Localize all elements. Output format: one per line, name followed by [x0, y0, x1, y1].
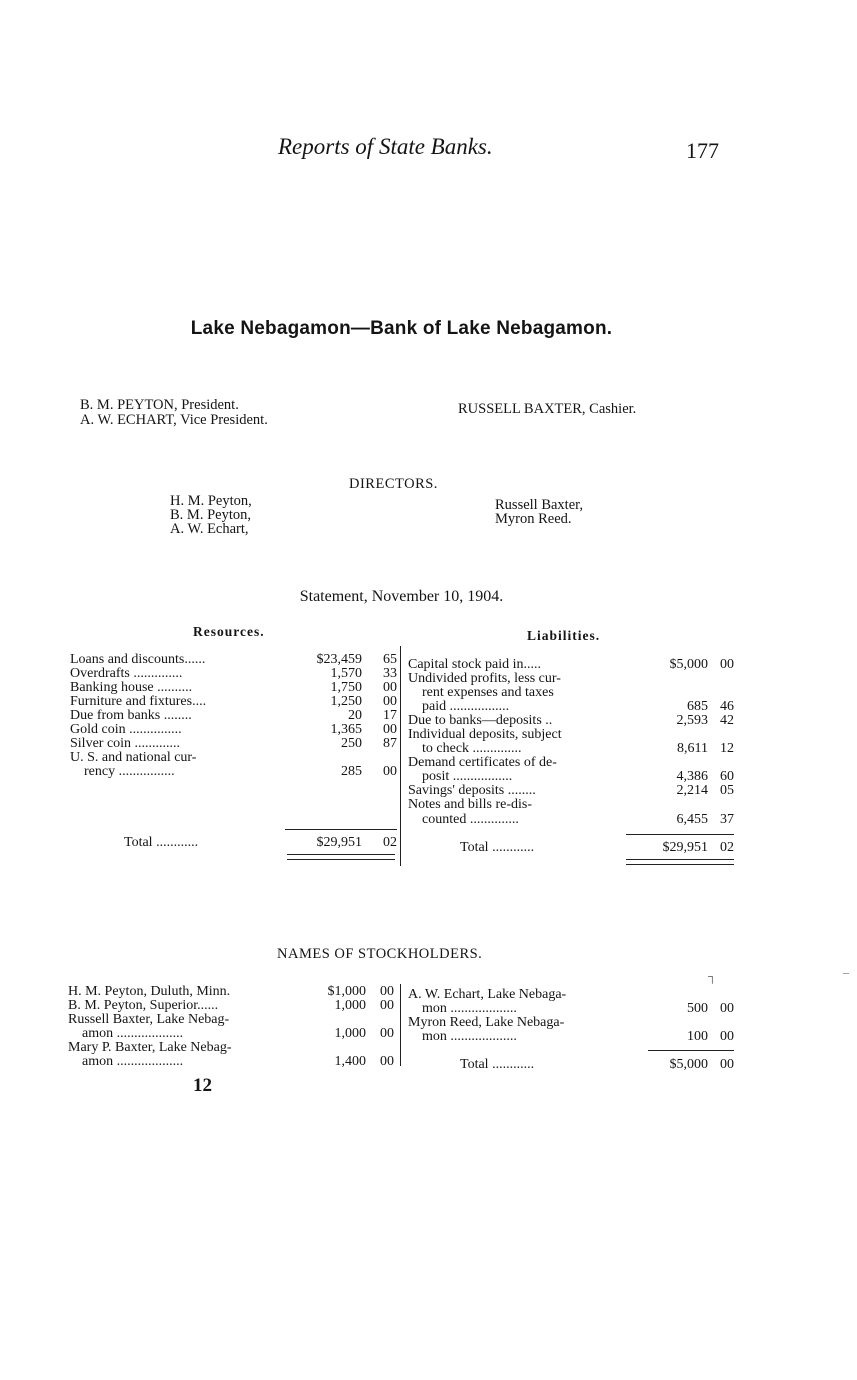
stockholder-cents: 00	[380, 998, 394, 1013]
table-row	[408, 741, 736, 756]
row-dollars: 2,214	[676, 783, 708, 798]
list-item	[68, 1026, 396, 1041]
row-cents: 17	[383, 708, 397, 723]
total-cents: 02	[720, 840, 734, 855]
total-rule	[285, 829, 397, 830]
table-row	[70, 708, 398, 723]
liabilities-heading: Liabilities.	[527, 628, 601, 643]
row-cents: 60	[720, 769, 734, 784]
stockholder-name: mon ...................	[408, 1029, 517, 1044]
row-label: Overdrafts ..............	[70, 666, 183, 681]
stockholder-name: A. W. Echart, Lake Nebaga-	[408, 987, 567, 1002]
table-row	[408, 657, 736, 672]
column-divider	[400, 984, 401, 1066]
row-label: Loans and discounts......	[70, 652, 206, 667]
resources-heading: Resources.	[193, 624, 265, 639]
row-label: paid .................	[408, 699, 510, 714]
director-name: H. M. Peyton,	[170, 493, 252, 509]
total-cents: 00	[720, 1057, 734, 1072]
vice-president-line: A. W. ECHART, Vice President.	[80, 412, 268, 428]
row-label: to check ..............	[408, 741, 522, 756]
printer-mark-icon: –	[843, 965, 849, 979]
row-cents: 46	[720, 699, 734, 714]
list-item	[68, 1054, 396, 1069]
row-label: Banking house ..........	[70, 680, 193, 695]
list-item	[68, 1012, 396, 1027]
row-dollars: 4,386	[676, 769, 708, 784]
stockholder-cents: 00	[720, 1001, 734, 1016]
total-rule	[626, 834, 734, 835]
stockholder-name: Mary P. Baxter, Lake Nebag-	[68, 1040, 232, 1055]
stockholders-heading: NAMES OF STOCKHOLDERS.	[277, 946, 483, 962]
row-cents: 42	[720, 713, 734, 728]
page-number: 177	[686, 138, 719, 163]
bank-title: Lake Nebagamon—Bank of Lake Nebagamon.	[190, 318, 613, 339]
stockholder-name: amon ...................	[68, 1054, 184, 1069]
directors-heading: DIRECTORS.	[349, 476, 438, 492]
printer-mark-icon: ┐	[708, 969, 717, 983]
total-cents: 02	[383, 835, 397, 850]
row-label: Gold coin ...............	[70, 722, 182, 737]
running-title: Reports of State Banks.	[278, 134, 493, 159]
row-cents: 00	[383, 680, 397, 695]
total-label: Total ............	[460, 840, 535, 855]
total-dollars: $29,951	[316, 835, 362, 850]
stockholder-cents: 00	[380, 1026, 394, 1041]
list-item	[68, 984, 396, 999]
row-label: Savings' deposits ........	[408, 783, 536, 798]
row-dollars: 285	[341, 764, 362, 779]
row-cents: 12	[720, 741, 734, 756]
director-name: Russell Baxter,	[495, 497, 584, 513]
stockholder-cents: 00	[380, 1054, 394, 1069]
table-row	[70, 736, 398, 751]
row-dollars: 250	[341, 736, 362, 751]
double-rule	[626, 859, 734, 865]
row-dollars: 1,250	[330, 694, 362, 709]
stockholder-name: Myron Reed, Lake Nebaga-	[408, 1015, 565, 1030]
list-item	[408, 1029, 736, 1044]
table-row	[70, 750, 398, 765]
row-cents: 00	[720, 657, 734, 672]
folio-mark: 12	[193, 1075, 212, 1096]
row-dollars: 685	[687, 699, 708, 714]
total-row	[408, 840, 736, 855]
stockholder-dollars: 100	[687, 1029, 708, 1044]
table-row	[408, 797, 736, 812]
table-row	[70, 680, 398, 695]
list-item	[68, 998, 396, 1013]
row-dollars: 1,365	[330, 722, 362, 737]
stockholder-dollars: 1,000	[334, 998, 366, 1013]
row-dollars: 1,750	[330, 680, 362, 695]
stockholder-name: H. M. Peyton, Duluth, Minn.	[68, 984, 231, 999]
table-row	[408, 713, 736, 728]
stockholder-cents: 00	[380, 984, 394, 999]
row-cents: 05	[720, 783, 734, 798]
director-name: Myron Reed.	[495, 511, 572, 527]
double-rule	[287, 854, 395, 860]
list-item	[408, 1001, 736, 1016]
row-cents: 87	[383, 736, 397, 751]
row-label: rent expenses and taxes	[408, 685, 554, 700]
table-row	[408, 755, 736, 770]
row-dollars: 6,455	[676, 812, 708, 827]
row-label: Silver coin .............	[70, 736, 181, 751]
stockholder-dollars: 500	[687, 1001, 708, 1016]
row-label: counted ..............	[408, 812, 519, 827]
row-cents: 65	[383, 652, 397, 667]
row-label: rency ................	[70, 764, 175, 779]
list-item	[408, 1015, 736, 1030]
stockholder-name: amon ...................	[68, 1026, 184, 1041]
stockholder-name: B. M. Peyton, Superior......	[68, 998, 219, 1013]
row-label: Undivided profits, less cur-	[408, 671, 561, 686]
stockholder-cents: 00	[720, 1029, 734, 1044]
director-name: A. W. Echart,	[170, 521, 249, 537]
row-label: Demand certificates of de-	[408, 755, 557, 770]
table-row	[408, 671, 736, 686]
president-line: B. M. PEYTON, President.	[80, 397, 239, 413]
list-item	[408, 987, 736, 1002]
table-row	[70, 764, 398, 779]
list-item	[68, 1040, 396, 1055]
row-cents: 00	[383, 764, 397, 779]
total-row	[408, 1057, 736, 1072]
row-cents: 37	[720, 812, 734, 827]
row-label: Due from banks ........	[70, 708, 192, 723]
row-cents: 00	[383, 694, 397, 709]
column-divider	[400, 646, 401, 866]
row-dollars: $5,000	[669, 657, 708, 672]
stockholder-dollars: 1,000	[334, 1026, 366, 1041]
stockholder-name: Russell Baxter, Lake Nebag-	[68, 1012, 230, 1027]
stockholder-dollars: 1,400	[334, 1054, 366, 1069]
row-label: Individual deposits, subject	[408, 727, 562, 742]
table-row	[70, 652, 398, 667]
total-dollars: $5,000	[669, 1057, 708, 1072]
stockholder-name: mon ...................	[408, 1001, 517, 1016]
row-dollars: 1,570	[330, 666, 362, 681]
row-cents: 33	[383, 666, 397, 681]
total-label: Total ............	[460, 1057, 535, 1072]
total-dollars: $29,951	[662, 840, 708, 855]
row-label: Furniture and fixtures....	[70, 694, 207, 709]
table-row	[408, 727, 736, 742]
total-rule	[648, 1050, 734, 1051]
row-label: Due to banks—deposits ..	[408, 713, 553, 728]
table-row	[70, 666, 398, 681]
row-label: Capital stock paid in.....	[408, 657, 541, 672]
statement-date: Statement, November 10, 1904.	[299, 588, 504, 605]
row-label: Notes and bills re-dis-	[408, 797, 533, 812]
row-dollars: 20	[348, 708, 362, 723]
row-dollars: $23,459	[316, 652, 362, 667]
table-row	[408, 783, 736, 798]
row-dollars: 2,593	[676, 713, 708, 728]
director-name: B. M. Peyton,	[170, 507, 251, 523]
table-row	[70, 722, 398, 737]
total-label: Total ............	[124, 835, 199, 850]
table-row	[408, 685, 736, 700]
row-label: U. S. and national cur-	[70, 750, 197, 765]
cashier-line: RUSSELL BAXTER, Cashier.	[458, 401, 637, 417]
table-row	[408, 699, 736, 714]
total-row	[70, 835, 398, 850]
row-dollars: 8,611	[677, 741, 708, 756]
table-row	[408, 769, 736, 784]
row-cents: 00	[383, 722, 397, 737]
stockholder-dollars: $1,000	[327, 984, 366, 999]
table-row	[408, 812, 736, 827]
table-row	[70, 694, 398, 709]
row-label: posit .................	[408, 769, 513, 784]
